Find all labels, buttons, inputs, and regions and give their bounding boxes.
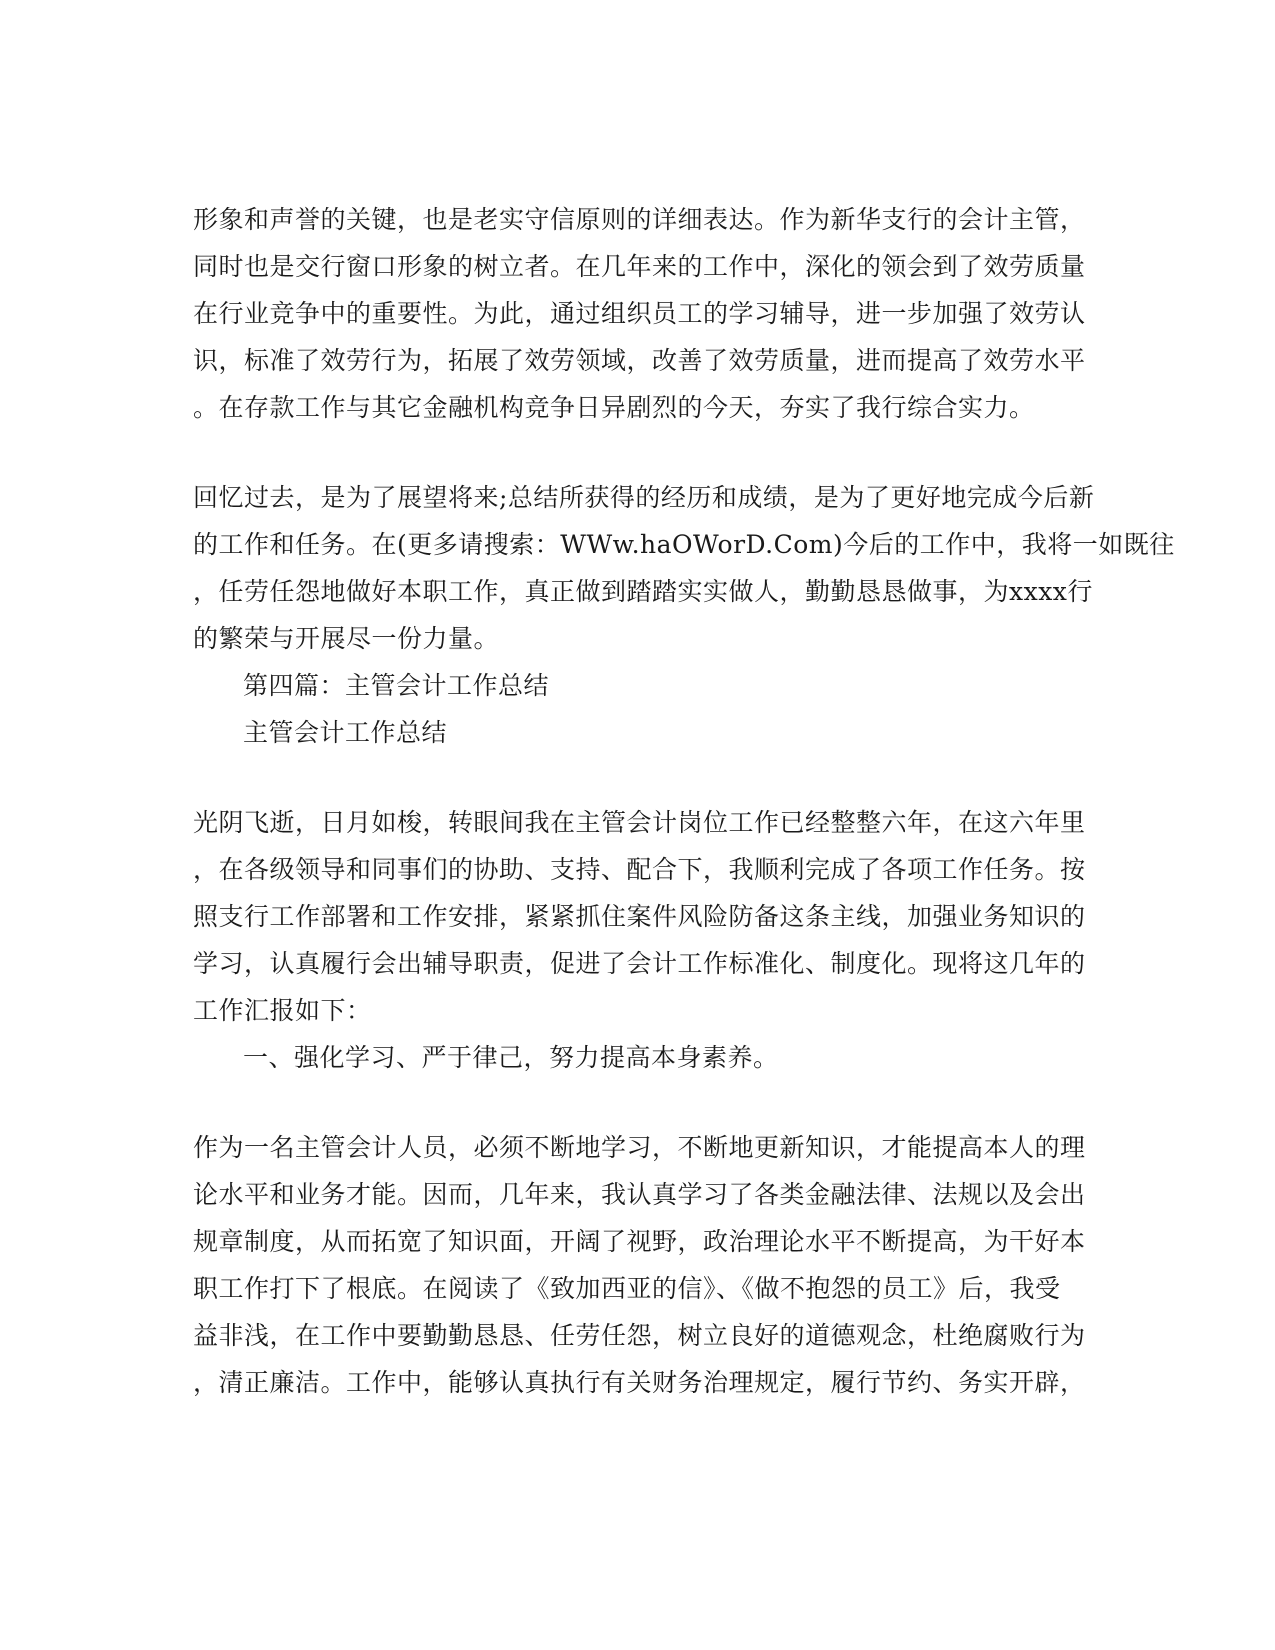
text-line: 识，标准了效劳行为，拓展了效劳领域，改善了效劳质量，进而提高了效劳水平 — [193, 346, 1086, 375]
text-line: 。在存款工作与其它金融机构竞争日异剧烈的今天，夯实了我行综合实力。 — [193, 393, 1035, 422]
text-line: 的繁荣与开展尽一份力量。 — [193, 624, 500, 653]
text-line: ，清正廉洁。工作中，能够认真执行有关财务治理规定，履行节约、务实开辟， — [193, 1368, 1086, 1397]
text-line: ，在各级领导和同事们的协助、支持、配合下，我顺利完成了各项工作任务。按 — [193, 855, 1086, 884]
text-line: 益非浅，在工作中要勤勤恳恳、任劳任怨，树立良好的道德观念，杜绝腐败行为 — [193, 1321, 1086, 1350]
text-line: 规章制度，从而拓宽了知识面，开阔了视野，政治理论水平不断提高，为干好本 — [193, 1227, 1086, 1256]
text-line: 光阴飞逝，日月如梭，转眼间我在主管会计岗位工作已经整整六年，在这六年里 — [193, 808, 1086, 837]
text-line: 同时也是交行窗口形象的树立者。在几年来的工作中，深化的领会到了效劳质量 — [193, 252, 1086, 281]
text-line: 职工作打下了根底。在阅读了《致加西亚的信》、《做不抱怨的员工》后，我受 — [193, 1274, 1061, 1303]
section-heading: 第四篇：主管会计工作总结 — [243, 671, 550, 700]
text-line: 学习，认真履行会出辅导职责，促进了会计工作标准化、制度化。现将这几年的 — [193, 949, 1086, 978]
section-subheading: 主管会计工作总结 — [243, 718, 448, 747]
text-line: 照支行工作部署和工作安排，紧紧抓住案件风险防备这条主线，加强业务知识的 — [193, 902, 1086, 931]
text-line: ，任劳任怨地做好本职工作，真正做到踏踏实实做人，勤勤恳恳做事，为xxxx行 — [193, 577, 1093, 606]
text-line: 工作汇报如下： — [193, 996, 372, 1025]
text-line: 论水平和业务才能。因而，几年来，我认真学习了各类金融法律、法规以及会出 — [193, 1180, 1086, 1209]
text-line: 回忆过去，是为了展望将来;总结所获得的经历和成绩，是为了更好地完成今后新 — [193, 483, 1095, 512]
text-line: 形象和声誉的关键，也是老实守信原则的详细表达。作为新华支行的会计主管， — [193, 205, 1086, 234]
text-line: 的工作和任务。在(更多请搜索：WWw.haOWorD.Com)今后的工作中，我将一如既往 — [193, 530, 1175, 559]
text-line: 作为一名主管会计人员，必须不断地学习，不断地更新知识，才能提高本人的理 — [193, 1133, 1086, 1162]
text-line: 在行业竞争中的重要性。为此，通过组织员工的学习辅导，进一步加强了效劳认 — [193, 299, 1086, 328]
list-heading: 一、强化学习、严于律己，努力提高本身素养。 — [243, 1043, 779, 1072]
